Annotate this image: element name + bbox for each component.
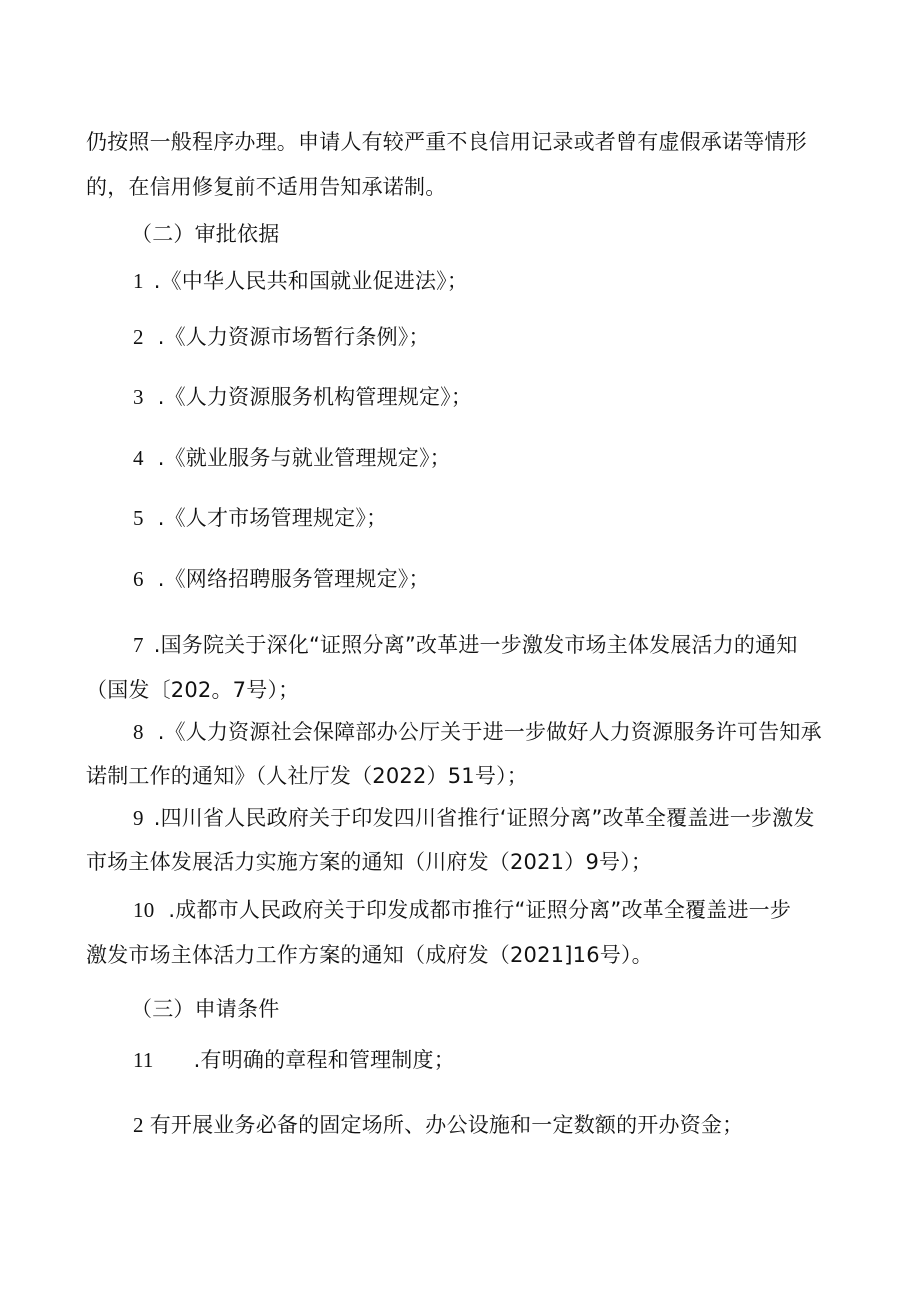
list-item (133, 803, 815, 833)
list-item (133, 895, 791, 925)
list-item-number: 1 (133, 269, 144, 293)
list-item-text: .《人才市场管理规定》； (157, 506, 388, 530)
list-item-number: 5 (133, 506, 144, 530)
list-item-number: 11 (133, 1048, 154, 1072)
list-item-continuation: 市场主体发展活力实施方案的通知（川府发（2021）9号）； (86, 850, 653, 874)
list-item-number: 6 (133, 567, 144, 591)
section-heading: （二）审批依据 (131, 222, 280, 246)
list-item-number: 2 (133, 1113, 144, 1137)
list-item-text: .《就业服务与就业管理规定》； (157, 446, 451, 470)
list-item-text: .《人力资源市场暂行条例》； (157, 325, 430, 349)
list-item (133, 1110, 743, 1140)
list-item-text: .国务院关于深化“证照分离”改革进一步激发市场主体发展活力的通知 (153, 633, 798, 657)
list-item-text: .《人力资源服务机构管理规定》； (157, 385, 473, 409)
list-item-text: .《人力资源社会保障部办公厅关于进一步做好人力资源服务许可告知承 (157, 720, 822, 744)
paragraph-line: 的，在信用修复前不适用告知承诺制。 (86, 175, 447, 199)
list-item (133, 564, 430, 594)
list-item-text: .四川省人民政府关于印发四川省推行‘证照分离”改革全覆盖进一步激发 (153, 806, 815, 830)
list-item-number: 7 (133, 633, 144, 657)
list-item (133, 717, 822, 747)
paragraph-line: 仍按照一般程序办理。申请人有较严重不良信用记录或者曾有虚假承诺等情形 (86, 130, 807, 154)
list-item-number: 3 (133, 385, 144, 409)
list-item (133, 266, 468, 296)
list-item-text: .《中华人民共和国就业促进法》； (153, 269, 469, 293)
list-item-text: 有开展业务必备的固定场所、办公设施和一定数额的开办资金； (149, 1113, 744, 1137)
list-item (133, 322, 430, 352)
section-heading: （三）申请条件 (131, 997, 280, 1021)
list-item (133, 503, 387, 533)
list-item-number: 10 (133, 898, 155, 922)
list-item-number: 8 (133, 720, 144, 744)
list-item (133, 443, 451, 473)
list-item-continuation: 激发市场主体活力工作方案的通知（成府发（2021]16号）。 (86, 943, 653, 967)
list-item-continuation: 诺制工作的通知》（人社厅发（2022）51号）； (86, 764, 528, 788)
list-item (133, 630, 798, 660)
list-item-text: .有明确的章程和管理制度； (193, 1048, 455, 1072)
list-item-text: .成都市人民政府关于印发成都市推行“证照分离”改革全覆盖进一步 (168, 898, 792, 922)
list-item (133, 382, 472, 412)
list-item (133, 1045, 455, 1075)
list-item-text: .《网络招聘服务管理规定》； (157, 567, 430, 591)
list-item-number: 4 (133, 446, 144, 470)
list-item-number: 9 (133, 806, 144, 830)
list-item-number: 2 (133, 325, 144, 349)
list-item-continuation: （国发〔202。7号）； (86, 678, 300, 702)
